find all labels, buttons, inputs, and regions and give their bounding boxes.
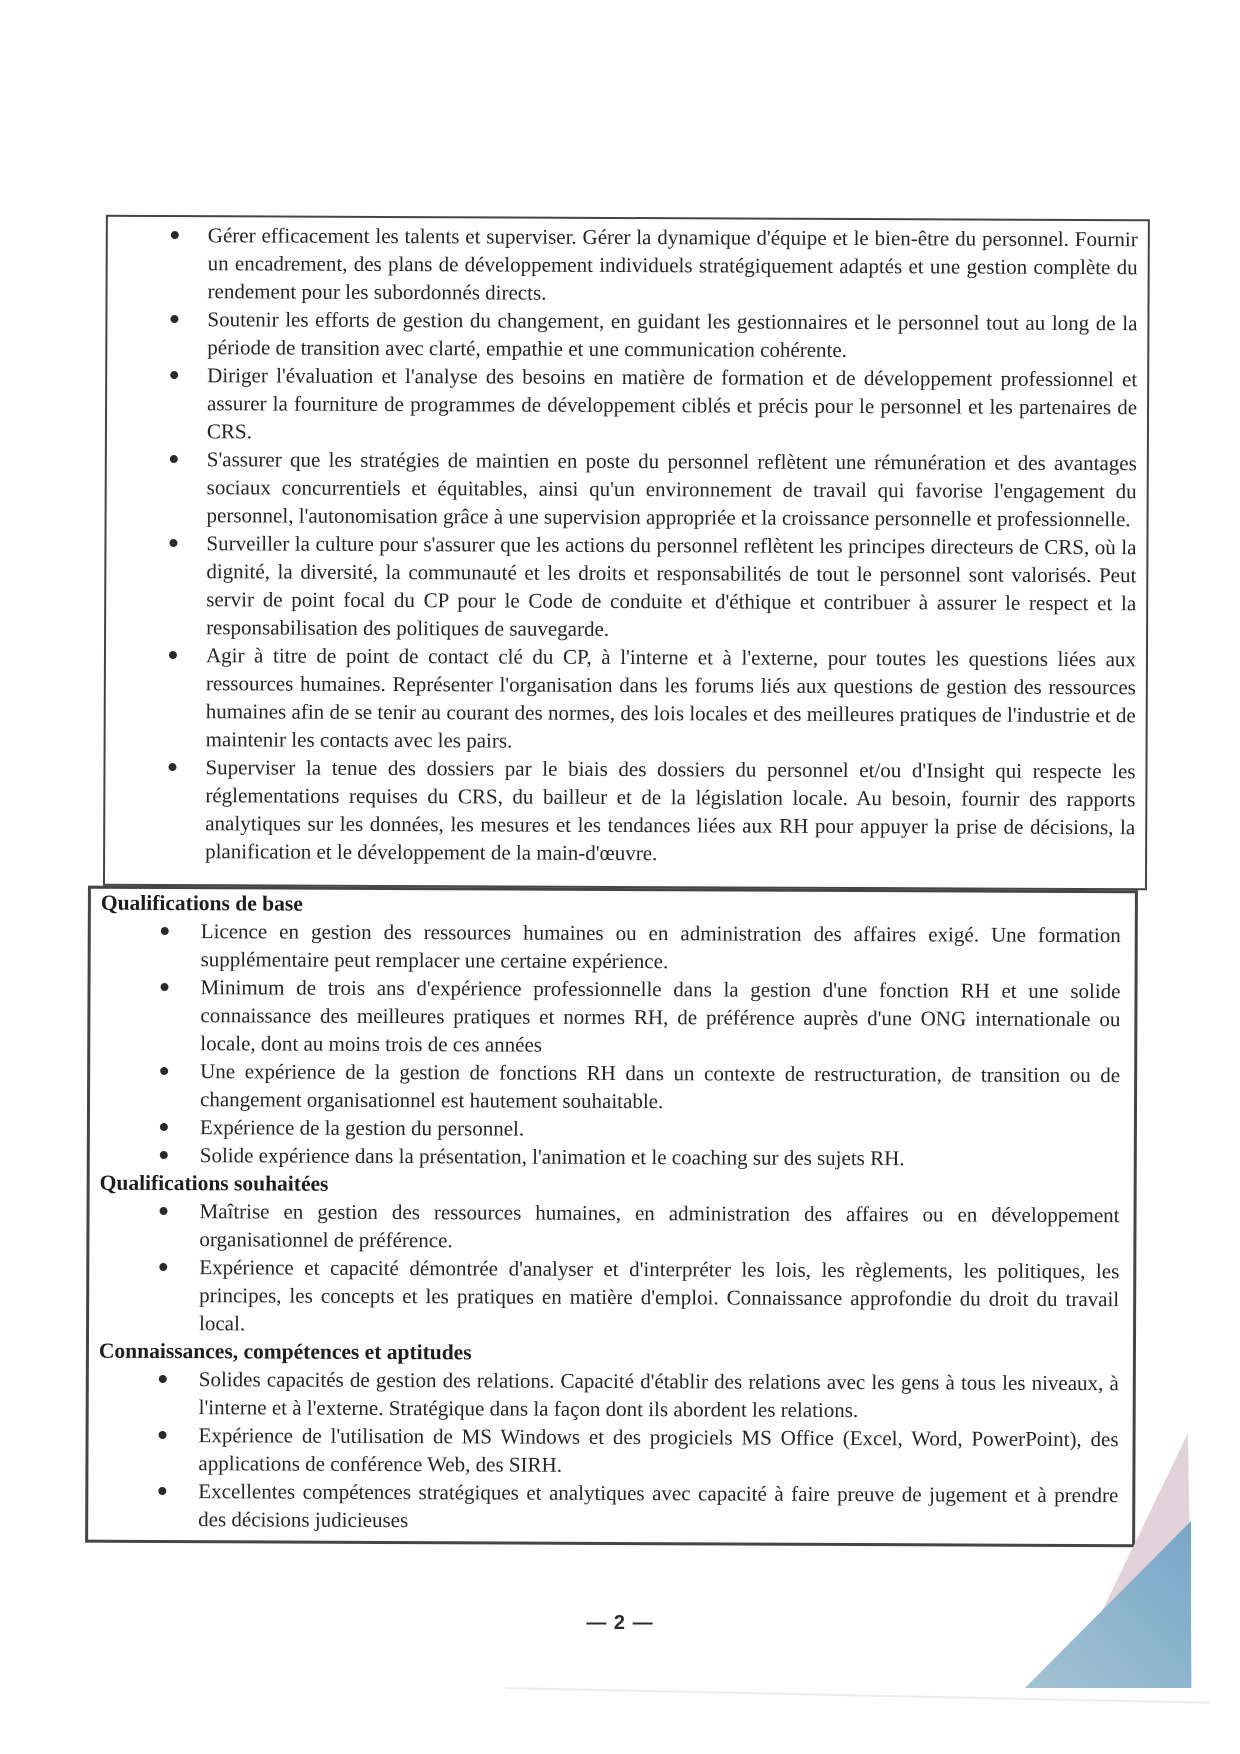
- bullet-item: Expérience et capacité démontrée d'analyser et d'interpréter les lois, les règlements, les politiques, les principes, les concepts et les pratiques en matière d'emploi. Connaissance approfondie du droit du travail local.: [89, 1253, 1133, 1342]
- bullet-item: Agir à titre de point de contact clé du CP, à l'interne et à l'externe, pour toutes les questions liées aux ressources humaines. Représenter l'organisation dans les forums liés aux questions de gestion des ressources humaines afin de se tenir au courant des normes, des lois locales et des meilleures pratiques de l'industrie et de maintenir les contacts avec les pairs.: [106, 641, 1146, 758]
- responsibilities-list: [105, 217, 1148, 870]
- bullet-item: Excellentes compétences stratégiques et analytiques avec capacité à faire preuve de jugement et à prendre des décisions judicieuses: [88, 1477, 1132, 1538]
- basic-qualifications-list: [90, 917, 1135, 1174]
- qualifications-box: [85, 886, 1138, 1548]
- bullet-item: Solides capacités de gestion des relations. Capacité d'établir des relations avec les gens à tous les niveaux, à l'interne et à l'externe. Stratégique dans la façon dont ils abordent les relations.: [89, 1365, 1133, 1426]
- bullet-item: Surveiller la culture pour s'assurer que les actions du personnel reflètent les principes directeurs de CRS, où la dignité, la diversité, la communauté et les droits et responsabilités de tout le personnel sont valorisés. Peut servir de point focal du CP pour le Code de conduite et d'éthique et contribuer à assurer le respect et la responsabilisation des politiques de sauvegarde.: [106, 529, 1146, 646]
- bullet-item: Une expérience de la gestion de fonctions RH dans un contexte de restructuration, de transition ou de changement organisationnel est hautement souhaitable.: [90, 1057, 1134, 1118]
- bullet-item: S'assurer que les stratégies de maintien en poste du personnel reflètent une rémunération et des avantages sociaux concurrentiels et équitables, ainsi qu'un environnement de travail qui favorise l'engagement du personnel, l'autonomisation grâce à une supervision appropriée et la croissance personnelle et professionnelle.: [107, 445, 1147, 534]
- skills-list: [88, 1365, 1133, 1538]
- corner-triangle-decoration-icon: [1020, 1428, 1195, 1690]
- responsibilities-box: [103, 215, 1150, 891]
- section-heading-qualifications-de-base: Qualifications de base: [100, 890, 303, 916]
- bullet-item: Expérience de l'utilisation de MS Windows et des progiciels MS Office (Excel, Word, PowerPoint), des applications de conférence Web, des SIRH.: [88, 1421, 1132, 1482]
- bullet-item: Solide expérience dans la présentation, l'animation et le coaching sur des sujets RH.: [90, 1141, 1134, 1174]
- bullet-item: Licence en gestion des ressources humaines ou en administration des affaires exigé. Une formation supplémentaire peut remplacer une certaine expérience.: [91, 917, 1135, 978]
- page-number: — 2 —: [586, 1612, 654, 1634]
- bullet-item: Diriger l'évaluation et l'analyse des besoins en matière de formation et de développement professionnel et assurer la fourniture de programmes de développement ciblés et précis pour le personnel et les partenaires de CRS.: [107, 361, 1147, 450]
- bullet-item: Soutenir les efforts de gestion du changement, en guidant les gestionnaires et le personnel tout au long de la période de transition avec clarté, empathie et une communication cohérente.: [107, 305, 1147, 366]
- desired-qualifications-list: [89, 1197, 1134, 1342]
- bullet-item: Expérience de la gestion du personnel.: [90, 1113, 1134, 1146]
- bullet-item: Gérer efficacement les talents et superviser. Gérer la dynamique d'équipe et le bien-être du personnel. Fournir un encadrement, des plans de développement individuels stratégiquement adaptés et une gestion complète du rendement pour les subordonnés directs.: [108, 221, 1148, 310]
- blue-triangle-shape: [1025, 1521, 1191, 1688]
- bullet-item: Minimum de trois ans d'expérience professionnelle dans la gestion d'une fonction RH et une solide connaissance des meilleures pratiques et normes RH, de préférence auprès d'une ONG internationale ou locale, dont au moins trois de ces années: [90, 973, 1134, 1062]
- section-heading-connaissances: Connaissances, compétences et aptitudes: [98, 1338, 472, 1365]
- bullet-item: Superviser la tenue des dossiers par le biais des dossiers du personnel et/ou d'Insight qui respecte les réglementations requises du CRS, du bailleur et de la législation locale. Au besoin, fournir des rapports analytiques sur les données, les mesures et les tendances liées aux RH pour appuyer la prise de décisions, la planification et le développement de la main-d'œuvre.: [105, 753, 1145, 870]
- bullet-item: Maîtrise en gestion des ressources humaines, en administration des affaires ou en développement organisationnel de préférence.: [89, 1197, 1133, 1258]
- section-heading-qualifications-souhaitees: Qualifications souhaitées: [99, 1170, 329, 1196]
